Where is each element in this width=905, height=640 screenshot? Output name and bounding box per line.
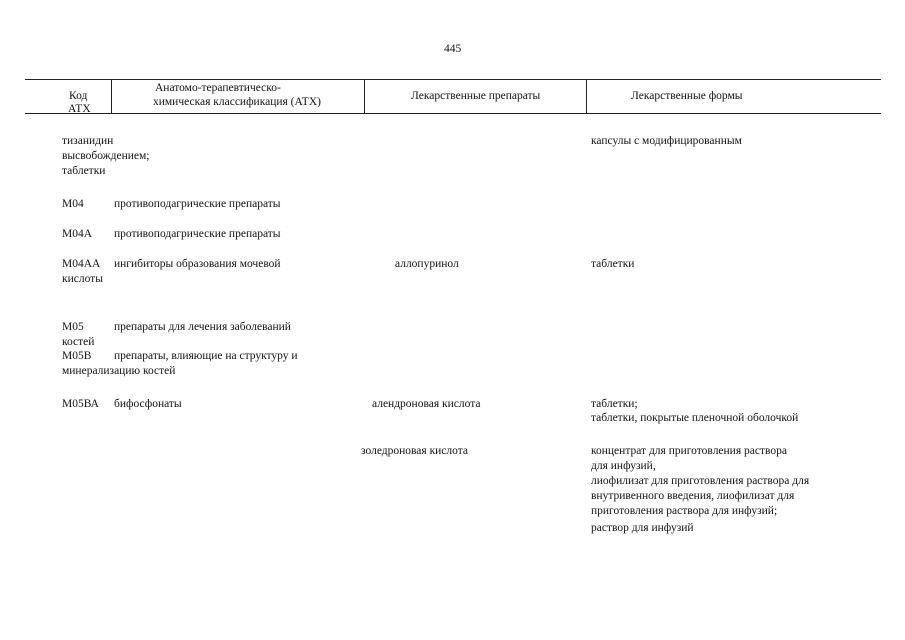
header-class-line2: химическая классификация (АТХ) [153, 96, 321, 108]
header-class-line1: Анатомо-терапевтическо- [155, 82, 281, 94]
atx-name-cont: минерализацию костей [62, 365, 176, 377]
atx-code: М04АА [62, 258, 101, 270]
col-divider-3 [586, 79, 587, 113]
col-divider-1 [111, 79, 112, 113]
drug-form: для инфузий, [591, 460, 656, 472]
atx-code: М05В [62, 350, 92, 362]
atx-name: бифосфонаты [114, 398, 182, 410]
header-forms: Лекарственные формы [631, 90, 743, 102]
header-top-rule [25, 79, 881, 80]
drug-form: приготовления раствора для инфузий; [591, 505, 778, 517]
drug-name-alendronic: алендроновая кислота [372, 398, 481, 410]
atx-name: препараты, влияющие на структуру и [114, 350, 298, 362]
atx-name-cont: кислоты [62, 273, 103, 285]
atx-code: М04 [62, 198, 84, 210]
atx-code: М05ВА [62, 398, 99, 410]
atx-name-cont: костей [62, 336, 95, 348]
drug-form: таблетки, покрытые пленочной оболочкой [591, 412, 799, 424]
atx-name: ингибиторы образования мочевой [114, 258, 281, 270]
drug-form: раствор для инфузий [591, 522, 694, 534]
atx-name: препараты для лечения заболеваний [114, 321, 291, 333]
col-divider-2 [364, 79, 365, 113]
atx-name: противоподагрические препараты [114, 198, 281, 210]
header-bottom-rule [25, 113, 881, 114]
drug-form: таблетки; [591, 398, 638, 410]
header-drugs: Лекарственные препараты [411, 90, 541, 102]
atx-code: М05 [62, 321, 84, 333]
drug-form: внутривенного введения, лиофилизат для [591, 490, 795, 502]
header-code-line1: Код [69, 90, 88, 102]
tizanidin-line3: таблетки [62, 165, 106, 177]
tizanidin-form: капсулы с модифицированным [591, 135, 742, 147]
atx-code: М04А [62, 228, 93, 240]
drug-name-zoledronic: золедроновая кислота [361, 445, 469, 457]
drug-form: концентрат для приготовления раствора [591, 445, 787, 457]
atx-name: противоподагрические препараты [114, 228, 281, 240]
drug-name: аллопуринол [395, 258, 459, 270]
drug-form: лиофилизат для приготовления раствора для [591, 475, 810, 487]
drug-form: таблетки [591, 258, 635, 270]
header-code-line2: АТХ [68, 103, 91, 115]
page-number: 445 [444, 43, 462, 55]
tizanidin-line2: высвобождением; [62, 150, 150, 162]
tizanidin-line1: тизанидин [62, 135, 114, 147]
